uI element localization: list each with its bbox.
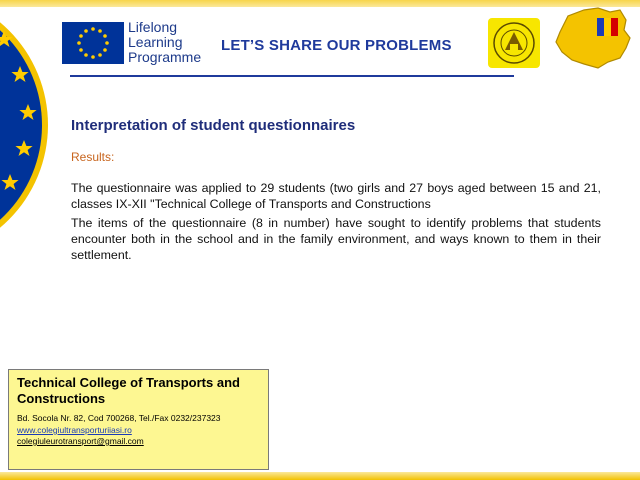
- college-address: Bd. Socola Nr. 82, Cod 700268, Tel./Fax 0232/237323: [17, 413, 221, 423]
- section-heading: Interpretation of student questionnaires: [71, 117, 356, 134]
- college-email-link[interactable]: colegiuleurotransport@gmail.com: [17, 436, 144, 446]
- school-seal-icon: [488, 18, 540, 68]
- programme-line: Programme: [128, 49, 202, 65]
- slide-title: LET’S SHARE OUR PROBLEMS: [221, 37, 452, 54]
- bottom-decorative-bar: [0, 472, 640, 480]
- eu-stars-disc-icon: [0, 0, 50, 250]
- romania-map-flag-icon: [550, 4, 634, 77]
- programme-line: Learning: [128, 34, 183, 50]
- contact-box: [8, 369, 269, 470]
- questionnaire-items-paragraph: The items of the questionnaire (8 in number) have sought to identify problems that students encounter both in the school and in the family environment, and ways known to them in their settlement.: [71, 216, 601, 262]
- top-decorative-bar: [0, 0, 640, 7]
- results-label: Results:: [71, 150, 115, 164]
- eu-flag-icon: [62, 22, 124, 64]
- header-divider: [70, 75, 514, 77]
- college-name: Technical College of Transports and Constructions: [17, 375, 240, 406]
- questionnaire-description-paragraph: The questionnaire was applied to 29 students (two girls and 27 boys aged between 15 and 21, classes IX-XII "Technical College of Transports and Constructions: [71, 181, 601, 211]
- college-website-link[interactable]: www.colegiultransporturiiasi.ro: [17, 425, 132, 435]
- programme-line: Lifelong: [128, 19, 178, 35]
